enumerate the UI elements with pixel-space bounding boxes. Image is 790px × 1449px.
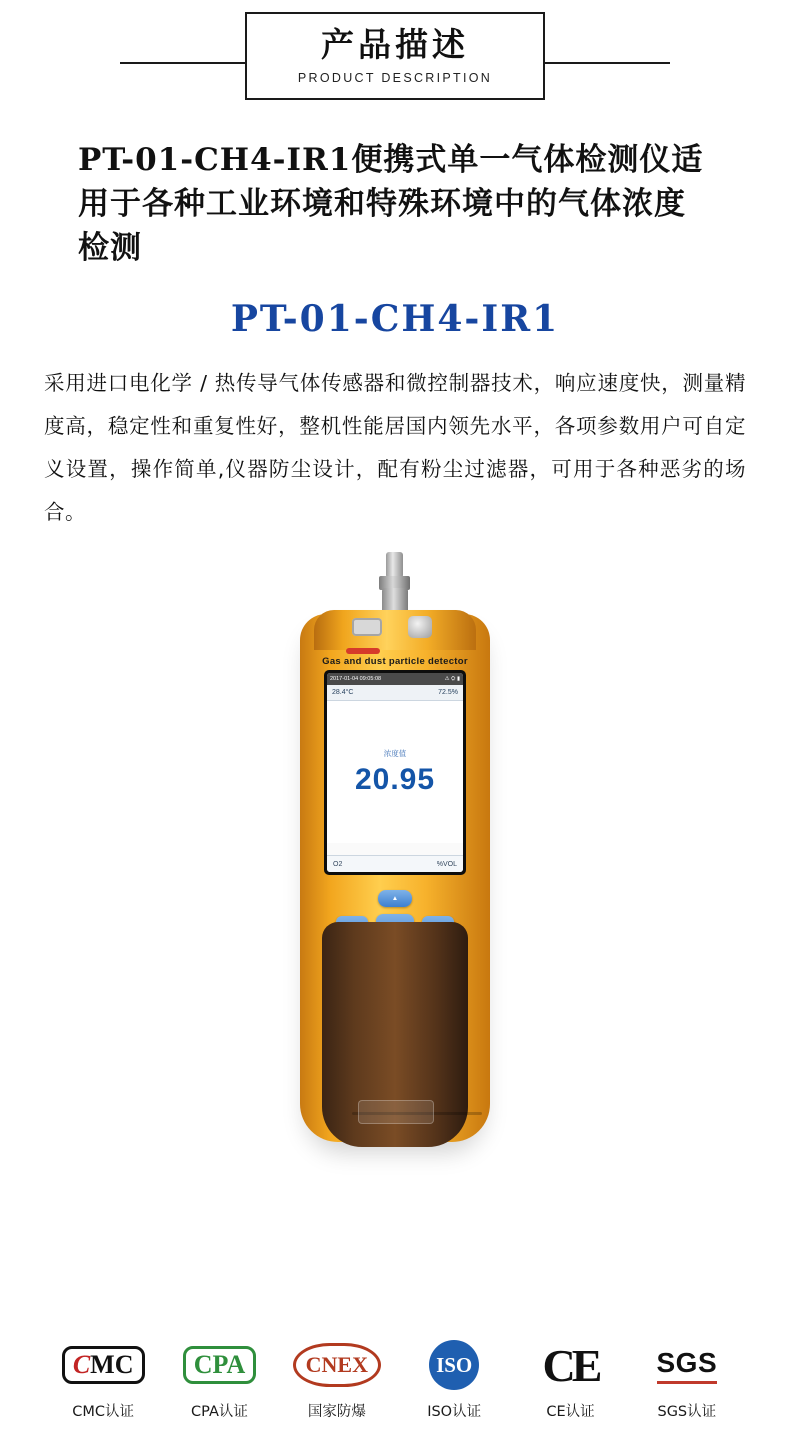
intro-heading: PT-01-CH4-IR1便携式单一气体检测仪适用于各种工业环境和特殊环境中的气体浓度检测 xyxy=(78,142,704,267)
header-title-box xyxy=(245,12,545,100)
device-shoulder xyxy=(314,610,476,650)
key-up-arrow[interactable]: ▲ xyxy=(378,890,412,907)
lcd-gas-name: O2 xyxy=(333,860,343,868)
lcd-unit: %VOL xyxy=(436,860,457,868)
lcd-footer-row xyxy=(327,855,463,872)
cert-label: CMC认证 xyxy=(72,1404,135,1420)
lcd-status-icons: ⚠ ⛭ ▮ xyxy=(444,675,460,682)
sgs-logo-icon: SGS xyxy=(644,1336,730,1394)
lcd-environment-row xyxy=(327,685,463,701)
cert-label: CE认证 xyxy=(546,1404,595,1420)
product-image xyxy=(0,552,790,1172)
product-model: PT-01-CH4-IR1 xyxy=(230,298,560,341)
page-header xyxy=(0,6,790,124)
lcd-reading-value: 20.95 xyxy=(354,762,436,796)
status-led-icon xyxy=(346,648,380,654)
cmc-logo-icon: CMC xyxy=(60,1336,146,1394)
intro-body: 采用进口电化学 / 热传导气体传感器和微控制器技术，响应速度快，测量精度高，稳定性和重复性好，整机性能居国内领先水平，各项参数用户可自定义设置，操作简单,仪器防尘设计，配有粉尘过滤器，可用于各种恶劣的场合。 xyxy=(44,371,746,525)
device-brand-text: Gas and dust particle detector xyxy=(322,656,468,668)
lcd-status-bar xyxy=(327,673,463,685)
header-rule-right xyxy=(540,62,670,64)
lcd-datetime: 2017-01-04 09:05:08 xyxy=(330,676,382,683)
certification-item xyxy=(644,1336,730,1421)
device-screen xyxy=(324,670,466,875)
ce-logo-icon: CE xyxy=(542,1339,599,1391)
gas-detector-device xyxy=(300,552,490,1152)
cert-label: SGS认证 xyxy=(657,1404,717,1420)
page-title: 产品描述 xyxy=(321,24,469,64)
sensor-cap-icon xyxy=(408,616,432,638)
lcd-reading-label: 浓度值 xyxy=(383,748,407,758)
cert-label: CPA认证 xyxy=(191,1404,248,1420)
iso-logo-icon: ISO xyxy=(411,1336,497,1394)
cnex-logo-icon: CNEX xyxy=(293,1336,381,1394)
air-vent-icon xyxy=(352,618,382,636)
header-rule-left xyxy=(120,62,250,64)
lcd-humidity: 72.5% xyxy=(438,689,458,697)
probe-tip-icon xyxy=(386,552,403,578)
cert-label: 国家防爆 xyxy=(307,1404,366,1420)
cpa-logo-icon: CPA xyxy=(176,1336,262,1394)
cert-label: ISO认证 xyxy=(427,1404,482,1420)
lcd-reading-area xyxy=(327,701,463,843)
certification-item xyxy=(176,1336,262,1421)
certification-item xyxy=(60,1336,146,1421)
page-subtitle: PRODUCT DESCRIPTION xyxy=(297,71,493,86)
certification-item xyxy=(293,1336,381,1421)
certification-row xyxy=(0,1336,790,1421)
certification-item xyxy=(527,1336,613,1421)
device-bottom-plate xyxy=(358,1100,434,1124)
certification-item xyxy=(411,1336,497,1421)
lcd-temperature: 28.4°C xyxy=(332,689,354,697)
